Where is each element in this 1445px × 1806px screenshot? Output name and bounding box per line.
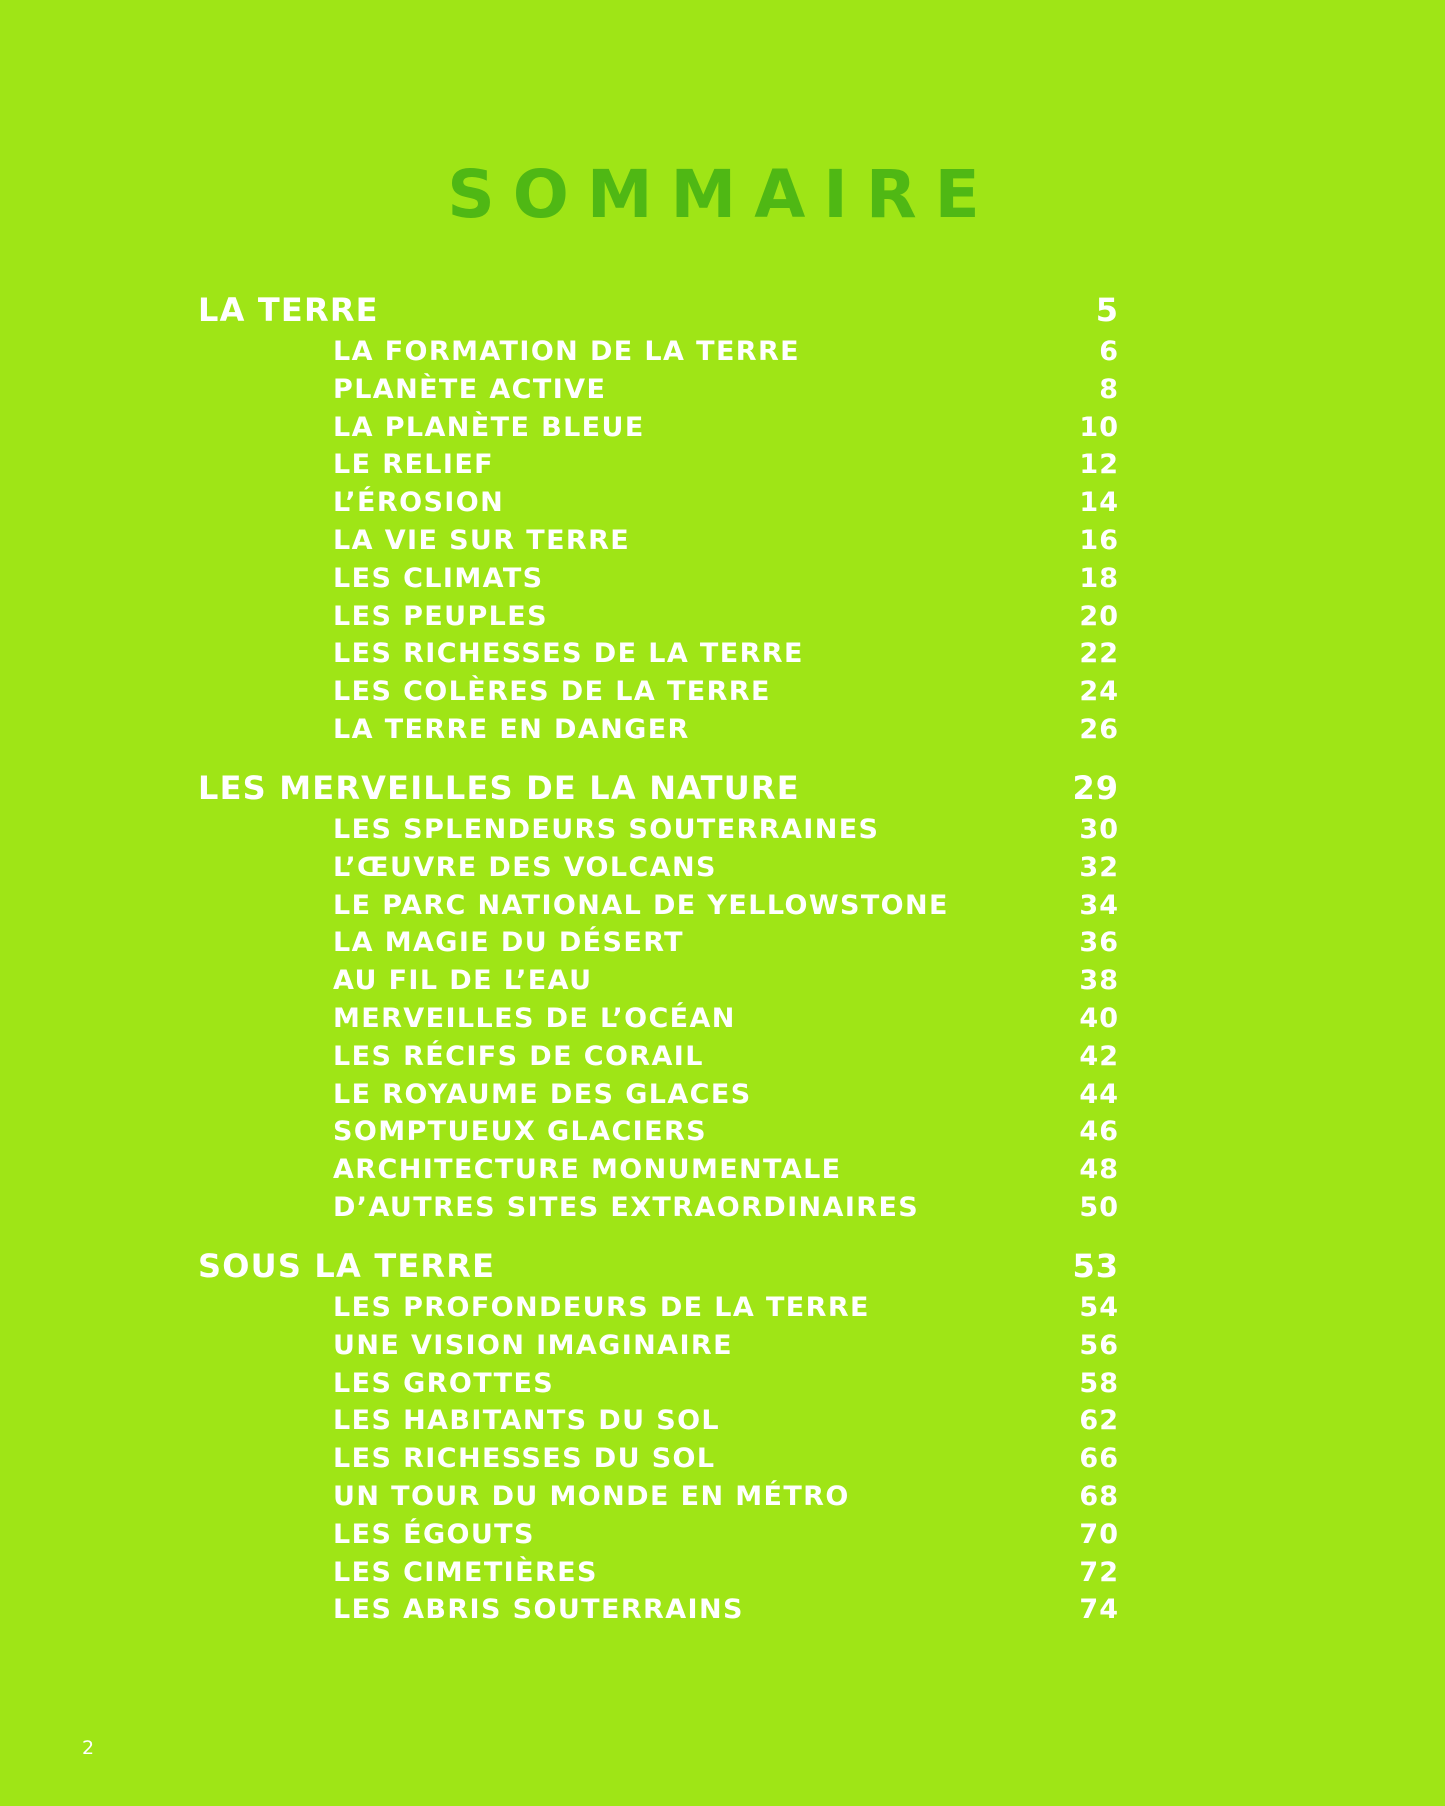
toc-entry-title: LE ROYAUME DES GLACES [333, 1078, 752, 1110]
toc-entry-title: MERVEILLES DE L’OCÉAN [333, 1002, 736, 1034]
toc-entry[interactable] [0, 924, 1445, 962]
toc-entry[interactable] [0, 849, 1445, 887]
toc-entry-page: 40 [1079, 1002, 1119, 1034]
toc-entry-page: 56 [1079, 1329, 1119, 1361]
toc-section-title: LES MERVEILLES DE LA NATURE [198, 769, 800, 807]
toc-entry[interactable] [0, 1189, 1445, 1227]
toc-entry-title: LES SPLENDEURS SOUTERRAINES [333, 814, 880, 845]
toc-entry[interactable] [0, 1478, 1445, 1516]
toc-section-title: SOUS LA TERRE [198, 1247, 496, 1285]
toc-entry-page: 66 [1079, 1443, 1119, 1475]
toc-entry-title: LES COLÈRES DE LA TERRE [333, 676, 771, 708]
toc-entry-page: 36 [1079, 927, 1119, 959]
toc-entry-title: AU FIL DE L’EAU [333, 965, 593, 997]
toc-entry-page: 48 [1079, 1154, 1119, 1186]
toc-entry-page: 22 [1079, 638, 1119, 670]
toc-entry-title: L’ÉROSION [333, 487, 505, 519]
toc-entry-title: LES CIMETIÈRES [333, 1556, 598, 1588]
toc-entry[interactable] [0, 1402, 1445, 1440]
toc-entry-page: 62 [1079, 1405, 1119, 1437]
toc-entry-title: L’ŒUVRE DES VOLCANS [333, 851, 717, 883]
toc-entry[interactable] [0, 1113, 1445, 1151]
toc-entry[interactable] [0, 333, 1445, 371]
toc-entry[interactable] [0, 1554, 1445, 1592]
toc-entry-title: LES PEUPLES [333, 600, 548, 632]
toc-entry[interactable] [0, 446, 1445, 484]
toc-section-page: 5 [1095, 291, 1119, 329]
toc-entry-page: 74 [1079, 1594, 1119, 1626]
toc-entry[interactable] [0, 887, 1445, 925]
toc-entry[interactable] [0, 1440, 1445, 1478]
toc-entry-title: SOMPTUEUX GLACIERS [333, 1116, 707, 1148]
toc-entry-page: 38 [1079, 965, 1119, 997]
toc-section-heading[interactable] [0, 765, 1445, 811]
toc-section-la-terre [0, 287, 1445, 749]
toc-entry[interactable] [0, 1591, 1445, 1629]
toc-entry-page: 26 [1079, 713, 1119, 745]
toc-section-page: 53 [1072, 1247, 1119, 1285]
toc-entry-page: 72 [1079, 1556, 1119, 1588]
toc-entry[interactable] [0, 598, 1445, 636]
toc-entry-title: LES RICHESSES DE LA TERRE [333, 638, 804, 670]
toc-entry-title: LA TERRE EN DANGER [333, 713, 690, 745]
toc-entry[interactable] [0, 673, 1445, 711]
toc-entry-page: 8 [1099, 373, 1119, 405]
toc-entry[interactable] [0, 635, 1445, 673]
toc-entry-title: LE PARC NATIONAL DE YELLOWSTONE [333, 889, 949, 921]
toc-entry-title: ARCHITECTURE MONUMENTALE [333, 1154, 842, 1186]
toc-entry-title: LES RÉCIFS DE CORAIL [333, 1040, 704, 1072]
toc-entry[interactable] [0, 560, 1445, 598]
toc-entry-title: PLANÈTE ACTIVE [333, 373, 607, 405]
toc-entry-page: 46 [1079, 1116, 1119, 1148]
toc-entry-title: LA FORMATION DE LA TERRE [333, 336, 801, 367]
toc-entry-title: LA MAGIE DU DÉSERT [333, 927, 684, 959]
toc-entry-page: 54 [1079, 1292, 1119, 1323]
toc-entry[interactable] [0, 1000, 1445, 1038]
toc-entry-page: 42 [1079, 1040, 1119, 1072]
toc-entry[interactable] [0, 1365, 1445, 1403]
toc-entry-title: LES ÉGOUTS [333, 1518, 535, 1550]
toc-entry-page: 70 [1079, 1518, 1119, 1550]
toc-entry-title: LE RELIEF [333, 449, 495, 481]
toc-entry-page: 12 [1079, 449, 1119, 481]
toc-entry-page: 58 [1079, 1367, 1119, 1399]
toc-entry[interactable] [0, 522, 1445, 560]
toc-entry[interactable] [0, 1516, 1445, 1554]
toc-entry-page: 34 [1079, 889, 1119, 921]
toc-entry-page: 44 [1079, 1078, 1119, 1110]
toc-entry-page: 10 [1079, 411, 1119, 443]
toc-entry[interactable] [0, 484, 1445, 522]
toc-section-sous-la-terre [0, 1243, 1445, 1629]
toc-entry-page: 6 [1099, 336, 1119, 367]
toc-entry[interactable] [0, 409, 1445, 447]
toc-section-heading[interactable] [0, 1243, 1445, 1289]
toc-entry-page: 32 [1079, 851, 1119, 883]
toc-entry[interactable] [0, 1076, 1445, 1114]
toc-section-page: 29 [1072, 769, 1119, 807]
toc-section-heading[interactable] [0, 287, 1445, 333]
toc-entry[interactable] [0, 711, 1445, 749]
toc-entry[interactable] [0, 1327, 1445, 1365]
toc-entry-page: 30 [1079, 814, 1119, 845]
toc-entry-title: LES ABRIS SOUTERRAINS [333, 1594, 744, 1626]
toc-entry-title: LA VIE SUR TERRE [333, 524, 631, 556]
toc-entry-title: LA PLANÈTE BLEUE [333, 411, 645, 443]
toc-entry-page: 68 [1079, 1480, 1119, 1512]
toc-entry[interactable] [0, 962, 1445, 1000]
toc-entry-page: 50 [1079, 1191, 1119, 1223]
toc-entry[interactable] [0, 1038, 1445, 1076]
toc-entry-page: 20 [1079, 600, 1119, 632]
toc-entry-title: LES CLIMATS [333, 562, 544, 594]
toc-entry[interactable] [0, 1151, 1445, 1189]
page-number: 2 [82, 1737, 95, 1759]
toc-entry[interactable] [0, 811, 1445, 849]
toc-entry-title: LES GROTTES [333, 1367, 555, 1399]
toc-section-merveilles [0, 765, 1445, 1227]
toc-entry-title: LES PROFONDEURS DE LA TERRE [333, 1292, 870, 1323]
toc-section-title: LA TERRE [198, 291, 379, 329]
toc-entry[interactable] [0, 1289, 1445, 1327]
toc-entry[interactable] [0, 371, 1445, 409]
toc-entry-title: D’AUTRES SITES EXTRAORDINAIRES [333, 1191, 920, 1223]
toc-entry-title: UN TOUR DU MONDE EN MÉTRO [333, 1480, 850, 1512]
toc-entry-title: UNE VISION IMAGINAIRE [333, 1329, 733, 1361]
toc-entry-page: 18 [1079, 562, 1119, 594]
toc-entry-title: LES HABITANTS DU SOL [333, 1405, 721, 1437]
toc-entry-title: LES RICHESSES DU SOL [333, 1443, 716, 1475]
toc-entry-page: 14 [1079, 487, 1119, 519]
page-title: SOMMAIRE [447, 156, 998, 233]
toc-entry-page: 16 [1079, 524, 1119, 556]
toc-entry-page: 24 [1079, 676, 1119, 708]
